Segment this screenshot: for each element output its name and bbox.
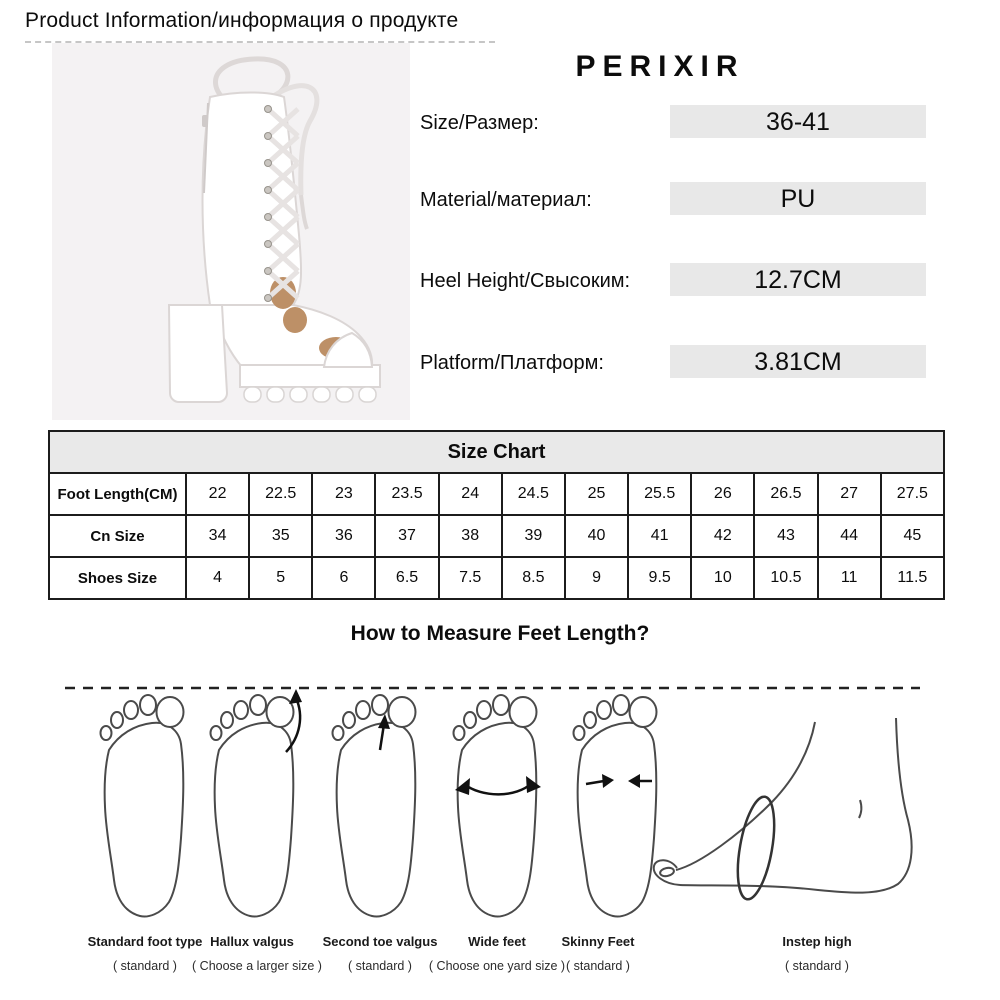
spec-value: PU (670, 182, 926, 215)
size-cell: 38 (439, 515, 502, 557)
spec-row-size (0, 105, 1000, 145)
size-cell: 8.5 (502, 557, 565, 599)
size-cell: 34 (186, 515, 249, 557)
page-title: Product Information/информация о продукте (25, 9, 459, 32)
spec-label: Size/Размер: (420, 112, 539, 134)
foot-type-name: Hallux valgus (210, 934, 294, 949)
foot-type-note: ( standard ) (348, 959, 412, 973)
foot-diagram-hallux-valgus (211, 689, 303, 916)
foot-diagram-standard (101, 695, 184, 916)
size-cell: 10 (691, 557, 754, 599)
size-cell: 25 (565, 473, 628, 515)
size-cell: 9.5 (628, 557, 691, 599)
size-cell: 4 (186, 557, 249, 599)
size-chart-title: Size Chart (49, 431, 944, 473)
table-title-row (49, 431, 944, 473)
size-cell: 25.5 (628, 473, 691, 515)
measure-section-title: How to Measure Feet Length? (350, 622, 650, 645)
foot-type-name: Standard foot type (87, 934, 203, 949)
spec-label: Platform/Платформ: (420, 352, 604, 374)
foot-type-name: Wide feet (468, 934, 526, 949)
size-cell: 9 (565, 557, 628, 599)
size-cell: 22 (186, 473, 249, 515)
foot-type-name: Instep high (782, 934, 852, 949)
size-cell: 42 (691, 515, 754, 557)
table-row-cn-size (49, 515, 944, 557)
spec-value: 12.7CM (670, 263, 926, 296)
size-cell: 6 (312, 557, 375, 599)
spec-value: 36-41 (670, 105, 926, 138)
size-cell: 22.5 (249, 473, 312, 515)
size-chart-table (48, 430, 945, 600)
foot-diagram-wide-feet (454, 695, 542, 916)
row-header: Shoes Size (49, 557, 186, 599)
size-cell: 5 (249, 557, 312, 599)
spec-label: Material/материал: (420, 189, 592, 211)
size-cell: 39 (502, 515, 565, 557)
row-header: Cn Size (49, 515, 186, 557)
foot-type-name: Skinny Feet (561, 934, 635, 949)
feet-measure-diagram (0, 652, 1000, 934)
size-cell: 44 (818, 515, 881, 557)
size-cell: 26.5 (754, 473, 817, 515)
spec-value: 3.81CM (670, 345, 926, 378)
spec-row-heel-height (0, 263, 1000, 303)
size-cell: 23 (312, 473, 375, 515)
size-cell: 11.5 (881, 557, 944, 599)
size-cell: 26 (691, 473, 754, 515)
table-row-shoes-size (49, 557, 944, 599)
foot-type-name: Second toe valgus (322, 934, 438, 949)
size-cell: 43 (754, 515, 817, 557)
size-cell: 6.5 (375, 557, 438, 599)
size-cell: 40 (565, 515, 628, 557)
row-header: Foot Length(CM) (49, 473, 186, 515)
spec-row-platform (0, 345, 1000, 385)
size-cell: 7.5 (439, 557, 502, 599)
foot-diagram-second-toe-valgus (333, 695, 416, 916)
table-row-foot-length (49, 473, 944, 515)
size-cell: 11 (818, 557, 881, 599)
spec-row-material (0, 182, 1000, 222)
brand-title: PERIXIR (575, 50, 745, 83)
size-cell: 41 (628, 515, 691, 557)
size-cell: 36 (312, 515, 375, 557)
spec-label: Heel Height/Свысоким: (420, 270, 631, 292)
foot-diagram-instep-high (654, 718, 912, 902)
size-cell: 27 (818, 473, 881, 515)
foot-type-note: ( Choose one yard size ) (428, 959, 566, 973)
foot-type-note: ( standard ) (785, 959, 849, 973)
size-cell: 27.5 (881, 473, 944, 515)
size-cell: 23.5 (375, 473, 438, 515)
size-cell: 35 (249, 515, 312, 557)
size-cell: 24 (439, 473, 502, 515)
size-cell: 37 (375, 515, 438, 557)
foot-type-note: ( standard ) (113, 959, 177, 973)
foot-type-note: ( Choose a larger size ) (192, 959, 322, 973)
foot-diagram-skinny-feet (574, 695, 657, 916)
size-cell: 45 (881, 515, 944, 557)
size-cell: 10.5 (754, 557, 817, 599)
foot-type-note: ( standard ) (566, 959, 630, 973)
size-cell: 24.5 (502, 473, 565, 515)
